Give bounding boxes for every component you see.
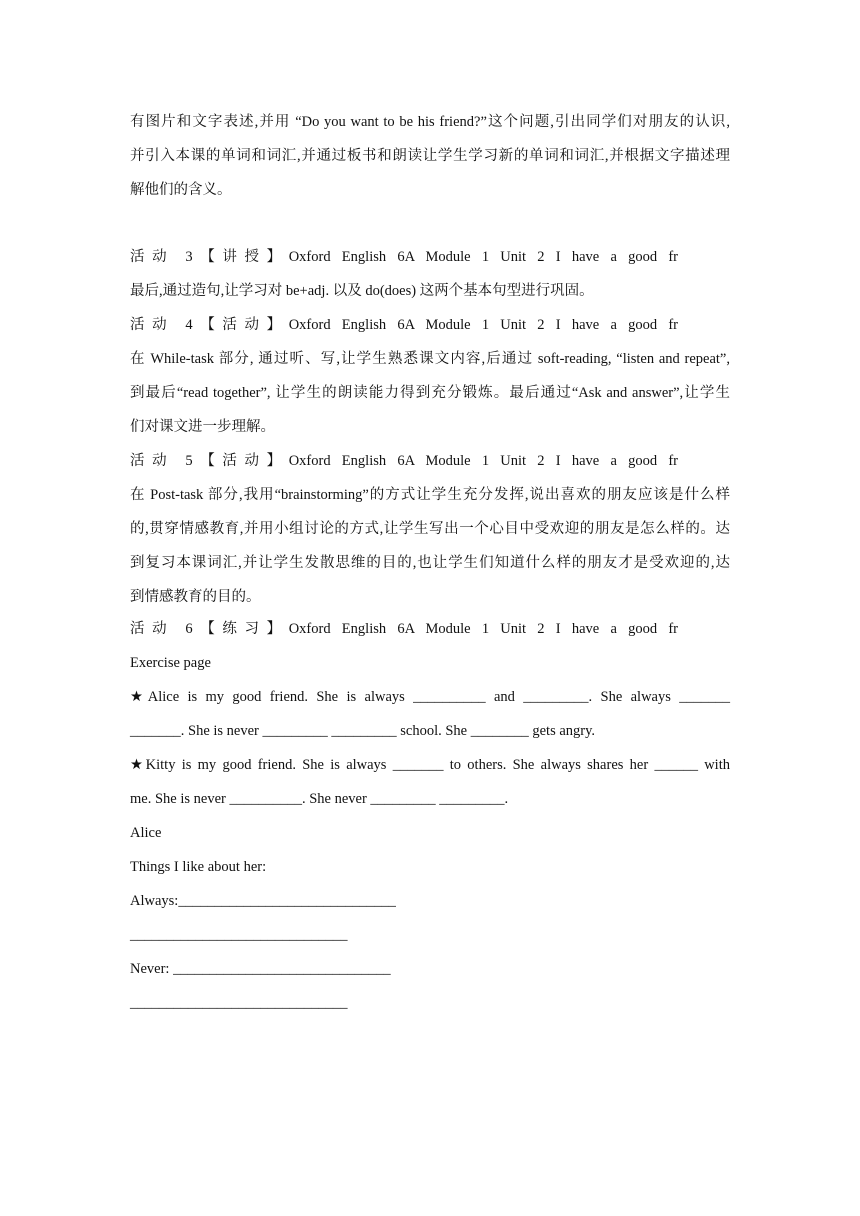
activity-4-title: 活动 4【活动】Oxford English 6A Module 1 Unit 2 I have a good fr: [130, 317, 678, 333]
activity-5-text: 到情感教育的目的。: [130, 589, 261, 605]
activity-5-title: 活动 5【活动】Oxford English 6A Module 1 Unit 2 I have a good fr: [130, 453, 678, 469]
exercise-question-2: me. She is never __________. She never _________ _________.: [130, 791, 509, 807]
answer-blank-line: ______________________________: [130, 995, 348, 1011]
activity-5-text: 的,贯穿情感教育,并用小组讨论的方式,让学生写出一个心目中受欢迎的朋友是怎么样的。达: [130, 521, 730, 537]
things-i-like-label: Things I like about her:: [130, 859, 267, 875]
activity-4-text: 到最后“read together”, 让学生的朗读能力得到充分锻炼。最后通过“Ask and answer”,让学生: [130, 385, 730, 401]
never-label: Never: ______________________________: [130, 961, 391, 977]
activity-5-text: 在 Post-task 部分,我用“brainstorming”的方式让学生充分发挥,说出喜欢的朋友应该是什么样: [130, 487, 730, 503]
intro-text-line: 并引入本课的单词和词汇,并通过板书和朗读让学生学习新的单词和词汇,并根据文字描述理: [130, 148, 730, 164]
activity-3-title: 活动 3【讲授】Oxford English 6A Module 1 Unit 2 I have a good fr: [130, 249, 678, 265]
exercise-name: Alice: [130, 825, 162, 841]
activity-6-title: 活动 6【练习】Oxford English 6A Module 1 Unit 2 I have a good fr: [130, 621, 678, 637]
activity-3-text: 最后,通过造句,让学习对 be+adj. 以及 do(does) 这两个基本句型进行巩固。: [130, 283, 594, 299]
exercise-question-1: ★Alice is my good friend. She is always __________ and _________. She always _______: [130, 689, 730, 705]
intro-text-line: 解他们的含义。: [130, 182, 232, 198]
exercise-heading: Exercise page: [130, 655, 211, 671]
always-label: Always:______________________________: [130, 893, 396, 909]
activity-5-text: 到复习本课词汇,并让学生发散思维的目的,也让学生们知道什么样的朋友才是受欢迎的,达: [130, 555, 730, 571]
activity-4-text: 们对课文进一步理解。: [130, 419, 275, 435]
exercise-question-2: ★Kitty is my good friend. She is always _______ to others. She always shares her ______ with: [130, 757, 730, 773]
activity-4-text: 在 While-task 部分, 通过听、写,让学生熟悉课文内容,后通过 soft-reading, “listen and repeat”,: [130, 351, 730, 367]
intro-text-line: 有图片和文字表述,并用 “Do you want to be his friend?”这个问题,引出同学们对朋友的认识,: [130, 114, 730, 130]
exercise-question-1: _______. She is never _________ _________ school. She ________ gets angry.: [130, 723, 596, 739]
answer-blank-line: ______________________________: [130, 927, 348, 943]
